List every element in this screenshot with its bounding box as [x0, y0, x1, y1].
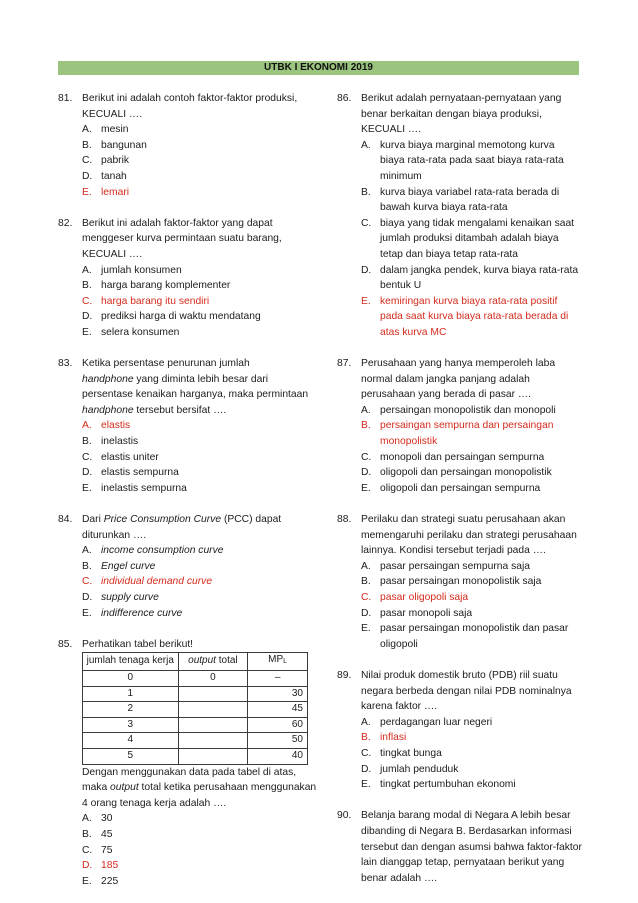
- option-letter: B.: [82, 139, 92, 151]
- option-c[interactable]: [82, 843, 320, 859]
- option-letter: E.: [82, 326, 92, 338]
- question-stem: Belanja barang modal di Negara A lebih besar dibanding di Negara B. Berdasarkan informasi tersebut dan dengan asumsi bahwa faktor-faktor lain dianggap tetap, pernyataan berikut yang benar adalah ….: [361, 810, 582, 884]
- question-number: 88.: [337, 514, 352, 526]
- table-row: 0 0 –: [83, 670, 308, 686]
- option-letter: C.: [361, 592, 372, 603]
- question-82: [58, 216, 320, 341]
- option-d[interactable]: [361, 606, 582, 622]
- option-a[interactable]: [82, 811, 320, 827]
- option-letter: A.: [361, 716, 371, 728]
- option-e-correct[interactable]: [82, 185, 320, 201]
- option-e[interactable]: [82, 325, 320, 341]
- option-text: individual demand curve: [101, 576, 213, 588]
- option-d-correct[interactable]: [82, 858, 320, 874]
- option-letter: B.: [361, 732, 371, 744]
- option-d[interactable]: [361, 762, 582, 778]
- option-letter: E.: [82, 482, 92, 494]
- option-letter: D.: [361, 763, 372, 775]
- option-text: elastis uniter: [101, 451, 159, 463]
- option-letter: A.: [361, 404, 371, 416]
- col-header-mpl: $MP_L$: [248, 653, 308, 671]
- option-text: dalam jangka pendek, kurva biaya rata-rata bentuk U: [380, 264, 579, 292]
- option-c-correct[interactable]: [361, 590, 582, 606]
- option-letter: D.: [361, 467, 372, 479]
- option-text: pasar monopoli saja: [380, 607, 473, 619]
- option-b-correct[interactable]: [361, 418, 582, 449]
- option-b-correct[interactable]: [361, 730, 582, 746]
- option-letter: D.: [82, 170, 93, 182]
- question-stem: Nilai produk domestik bruto (PDB) riil suatu negara berbeda dengan nilai PDB nominalnya karena faktor ….: [361, 669, 572, 713]
- option-letter: A.: [82, 545, 92, 557]
- question-number: 84.: [58, 514, 73, 526]
- question-stem: Berikut adalah pernyataan-pernyataan yang benar berkaitan dengan biaya produksi, KECUALI ….: [361, 93, 562, 136]
- option-letter: A.: [82, 813, 92, 825]
- option-text: persaingan monopolistik dan monopoli: [380, 404, 556, 416]
- option-letter: E.: [82, 607, 92, 619]
- option-e[interactable]: [82, 481, 320, 497]
- right-column: [337, 91, 582, 902]
- option-a[interactable]: [361, 403, 582, 419]
- option-letter: D.: [82, 311, 93, 323]
- option-text: Engel curve: [101, 560, 156, 572]
- question-number: 83.: [58, 358, 73, 370]
- option-text: pabrik: [101, 155, 130, 167]
- question-number: 81.: [58, 93, 73, 104]
- option-text: pasar persaingan monopolistik dan pasar oligopoli: [380, 623, 569, 650]
- option-letter: E.: [82, 186, 92, 198]
- option-letter: E.: [361, 482, 371, 494]
- option-text: pasar persaingan sempurna saja: [380, 560, 530, 572]
- option-a[interactable]: [82, 122, 320, 138]
- option-letter: B.: [82, 828, 92, 840]
- option-letter: E.: [361, 779, 371, 791]
- table-row: 4 50: [83, 733, 308, 749]
- option-letter: C.: [82, 844, 93, 856]
- option-a[interactable]: [82, 543, 320, 559]
- option-letter: C.: [361, 747, 372, 759]
- option-text: kurva biaya marginal memotong kurva biaya rata-rata pada saat biaya rata-rata minimum: [380, 139, 564, 182]
- question-stem: Ketika persentase penurunan jumlah handphone yang diminta lebih besar dari persentase kenaikan harganya, maka permintaan handphone tersebut bersifat ….: [82, 358, 309, 416]
- option-letter: A.: [361, 139, 371, 151]
- option-text: tingkat pertumbuhan ekonomi: [380, 779, 516, 791]
- question-followup: Dengan menggunakan data pada tabel di atas, maka output total ketika perusahaan menggunakan 4 orang tenaga kerja adalah ….: [82, 766, 317, 809]
- option-text: harga barang komplementer: [101, 280, 231, 292]
- option-letter: C.: [82, 295, 93, 307]
- option-text: inelastis sempurna: [101, 482, 187, 494]
- option-text: inflasi: [380, 732, 407, 744]
- option-d[interactable]: [361, 465, 582, 481]
- option-e-correct[interactable]: [361, 294, 582, 341]
- option-d[interactable]: [82, 169, 320, 185]
- option-e[interactable]: [361, 481, 582, 497]
- option-letter: C.: [82, 155, 93, 167]
- option-letter: D.: [361, 607, 372, 619]
- option-text: kemiringan kurva biaya rata-rata positif pada saat kurva biaya rata-rata berada di atas kurva MC: [380, 295, 569, 338]
- option-c[interactable]: [361, 450, 582, 466]
- option-letter: C.: [82, 451, 93, 463]
- option-text: 45: [101, 828, 113, 840]
- option-letter: B.: [361, 576, 371, 588]
- option-text: indifference curve: [101, 607, 183, 619]
- question-stem: Perhatikan tabel berikut!: [82, 638, 194, 650]
- option-a[interactable]: [82, 263, 320, 279]
- question-number: 86.: [337, 93, 352, 104]
- question-87: [337, 356, 582, 496]
- option-letter: B.: [361, 420, 371, 432]
- option-e[interactable]: [361, 777, 582, 793]
- option-b[interactable]: [82, 559, 320, 575]
- option-b[interactable]: [82, 827, 320, 843]
- question-86: [337, 91, 582, 341]
- option-b[interactable]: [82, 138, 320, 154]
- question-83: [58, 356, 320, 496]
- col-header-labor: jumlah tenaga kerja: [83, 653, 179, 671]
- option-d[interactable]: [82, 590, 320, 606]
- option-d[interactable]: [82, 309, 320, 325]
- question-84: [58, 512, 320, 621]
- option-text: monopoli dan persaingan sempurna: [380, 451, 545, 463]
- option-c-correct[interactable]: [82, 294, 320, 310]
- option-text: bangunan: [101, 139, 147, 151]
- option-letter: B.: [82, 280, 92, 292]
- option-letter: E.: [361, 295, 371, 307]
- question-number: 90.: [337, 810, 352, 822]
- option-d[interactable]: [361, 263, 582, 294]
- option-c-correct[interactable]: [82, 574, 320, 590]
- question-number: 87.: [337, 358, 352, 370]
- page-header: UTBK I EKONOMI 2019: [58, 61, 579, 75]
- option-letter: A.: [82, 264, 92, 276]
- option-text: 75: [101, 844, 113, 856]
- option-letter: E.: [361, 623, 371, 635]
- question-stem: Perusahaan yang hanya memperoleh laba normal dalam jangka panjang adalah perusahaan yang berada di pasar ….: [361, 358, 556, 401]
- option-text: mesin: [101, 124, 129, 136]
- option-a[interactable]: [361, 559, 582, 575]
- option-b[interactable]: [82, 434, 320, 450]
- question-stem: Perilaku dan strategi suatu perusahaan akan memengaruhi perilaku dan strategi perusahaan lainnya. Kondisi tersebut terjadi pada ….: [361, 514, 577, 557]
- labor-output-table: [82, 652, 308, 764]
- option-c[interactable]: [361, 216, 582, 263]
- option-letter: B.: [82, 436, 92, 448]
- option-text: tanah: [101, 170, 127, 182]
- question-90: [337, 808, 582, 886]
- question-81: [58, 91, 320, 200]
- question-number: 82.: [58, 217, 73, 229]
- option-text: oligopoli dan persaingan sempurna: [380, 482, 541, 494]
- question-stem: Berikut ini adalah contoh faktor-faktor produksi, KECUALI ….: [82, 93, 298, 120]
- option-b[interactable]: [82, 278, 320, 294]
- option-text: jumlah konsumen: [101, 264, 182, 276]
- option-c[interactable]: [82, 450, 320, 466]
- col-header-output: output total: [178, 653, 248, 671]
- option-b[interactable]: [361, 574, 582, 590]
- option-text: prediksi harga di waktu mendatang: [101, 311, 261, 323]
- option-letter: D.: [82, 860, 93, 872]
- question-stem: Dari Price Consumption Curve (PCC) dapat diturunkan ….: [82, 514, 282, 541]
- option-text: elastis sempurna: [101, 467, 179, 479]
- option-letter: D.: [361, 264, 372, 276]
- option-e[interactable]: [82, 606, 320, 622]
- table-row: 5 40: [83, 748, 308, 764]
- table-row: 3 60: [83, 717, 308, 733]
- option-text: 30: [101, 813, 113, 825]
- question-88: [337, 512, 582, 652]
- table-row: 1 30: [83, 686, 308, 702]
- left-column: [58, 91, 320, 903]
- option-e[interactable]: [82, 874, 320, 890]
- option-b[interactable]: [361, 185, 582, 216]
- option-letter: A.: [82, 420, 92, 432]
- table-row: 2 45: [83, 702, 308, 718]
- option-text: 185: [101, 860, 119, 872]
- option-e[interactable]: [361, 621, 582, 652]
- question-number: 85.: [58, 638, 73, 650]
- option-text: harga barang itu sendiri: [101, 295, 210, 307]
- option-letter: A.: [82, 124, 92, 136]
- option-letter: C.: [361, 217, 372, 229]
- option-text: oligopoli dan persaingan monopolistik: [380, 467, 552, 479]
- option-letter: D.: [82, 467, 93, 479]
- option-text: inelastis: [101, 436, 139, 448]
- option-text: persaingan sempurna dan persaingan monopolistik: [380, 420, 554, 448]
- option-d[interactable]: [82, 465, 320, 481]
- option-c[interactable]: [82, 153, 320, 169]
- option-text: kurva biaya variabel rata-rata berada di bawah kurva biaya rata-rata: [380, 186, 560, 214]
- option-a[interactable]: [361, 138, 582, 185]
- option-letter: C.: [361, 451, 372, 463]
- option-a-correct[interactable]: [82, 418, 320, 434]
- option-letter: B.: [361, 186, 371, 198]
- option-text: biaya yang tidak mengalami kenaikan saat jumlah produksi ditambah adalah biaya tetap dan biaya tetap rata-rata: [380, 217, 575, 260]
- table-header-row: [83, 653, 308, 671]
- option-letter: D.: [82, 592, 93, 603]
- option-text: lemari: [101, 186, 130, 198]
- option-a[interactable]: [361, 715, 582, 731]
- option-text: pasar persaingan monopolistik saja: [380, 576, 542, 588]
- question-number: 89.: [337, 669, 352, 681]
- option-text: elastis: [101, 420, 131, 432]
- option-letter: A.: [361, 560, 371, 572]
- option-text: 225: [101, 875, 119, 887]
- option-text: income consumption curve: [101, 545, 224, 557]
- option-text: perdagangan luar negeri: [380, 716, 493, 728]
- question-89: [337, 668, 582, 793]
- option-text: supply curve: [101, 592, 159, 603]
- option-text: tingkat bunga: [380, 747, 442, 759]
- option-letter: C.: [82, 576, 93, 588]
- option-text: jumlah penduduk: [380, 763, 459, 775]
- option-letter: B.: [82, 560, 92, 572]
- option-text: selera konsumen: [101, 326, 180, 338]
- question-stem: Berikut ini adalah faktor-faktor yang dapat menggeser kurva permintaan suatu barang, KECUALI ….: [82, 217, 282, 260]
- option-letter: E.: [82, 875, 92, 887]
- question-85: [58, 637, 320, 890]
- option-c[interactable]: [361, 746, 582, 762]
- option-text: pasar oligopoli saja: [380, 592, 469, 603]
